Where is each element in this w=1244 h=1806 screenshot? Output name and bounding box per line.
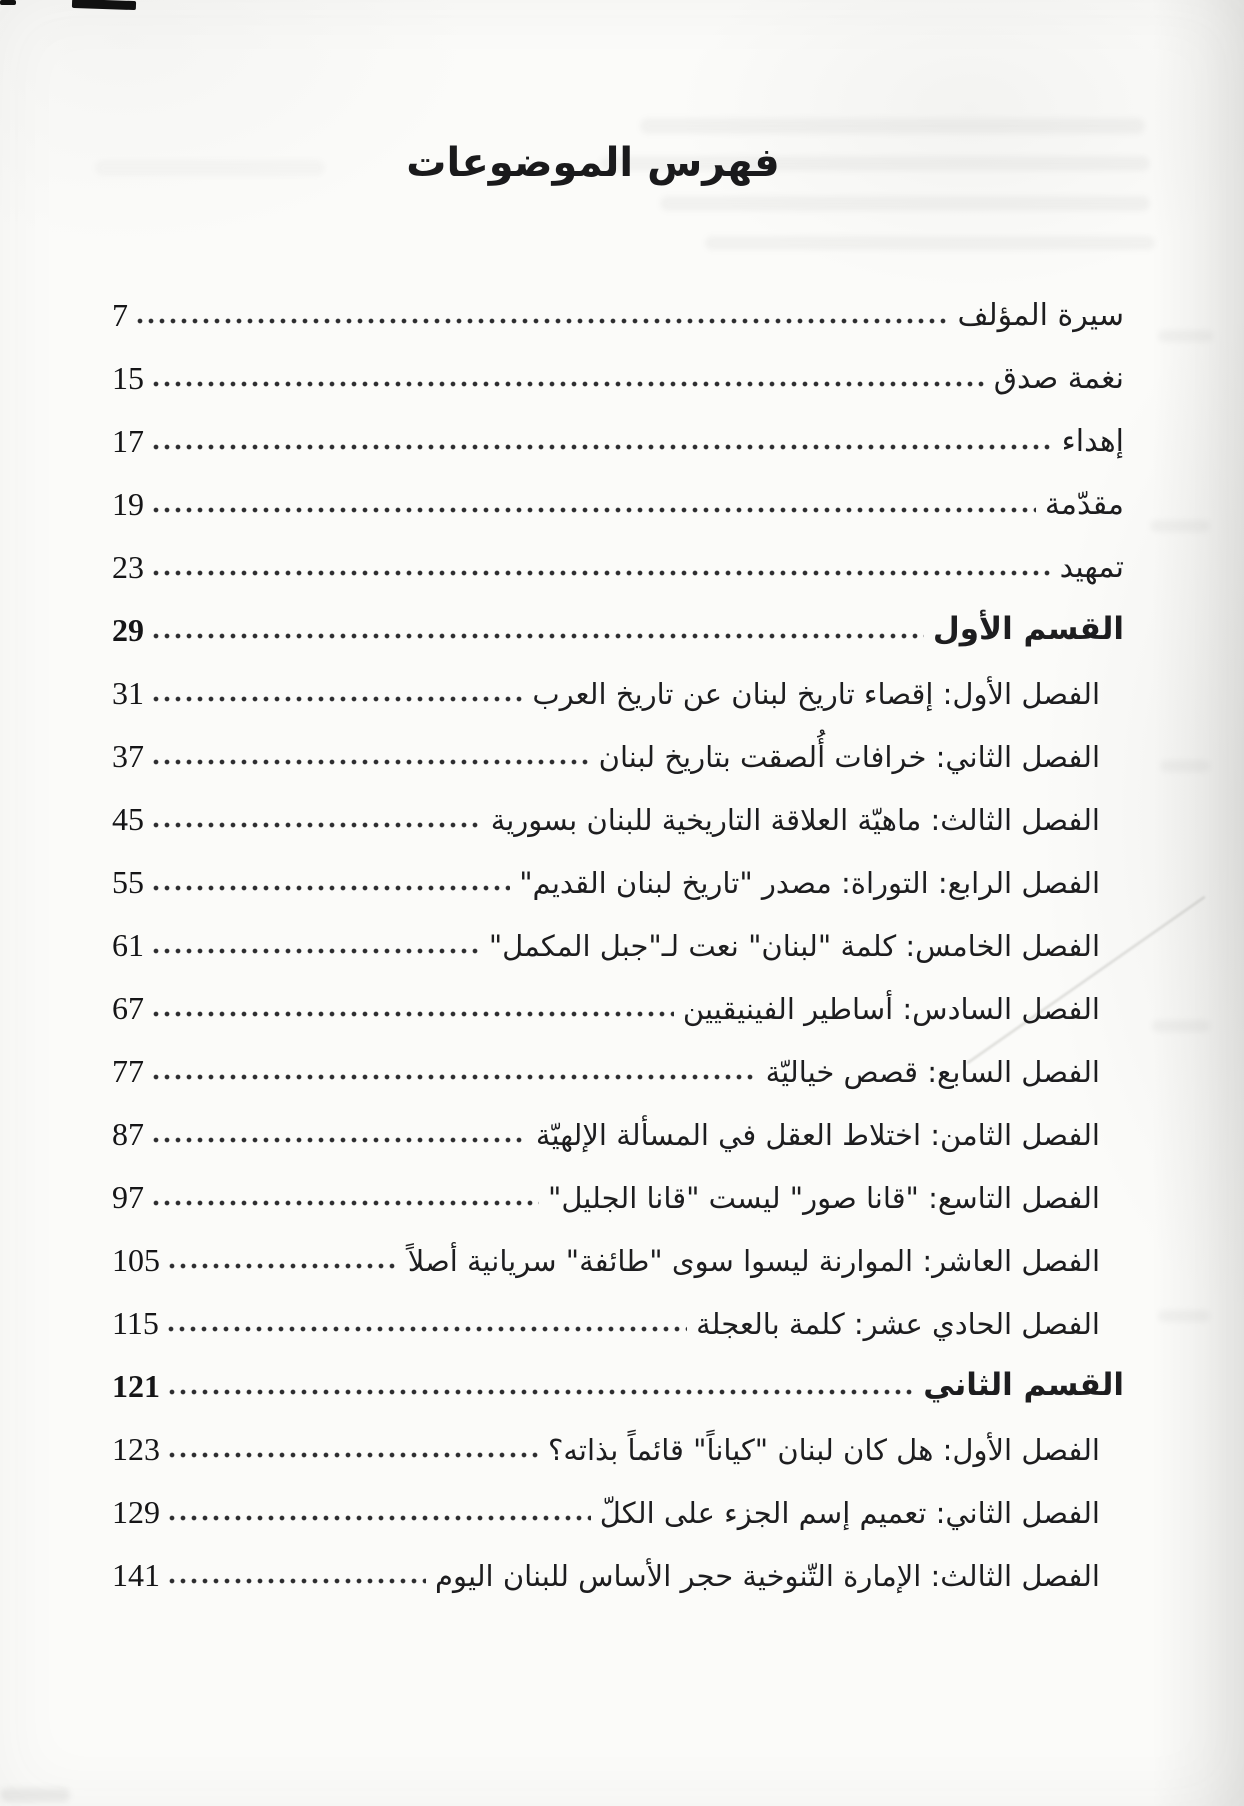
ink-mark-artifact bbox=[72, 0, 136, 10]
toc-entry-label: الفصل الثالث: الإمارة التّنوخية حجر الأساس للبنان اليوم bbox=[435, 1558, 1100, 1593]
toc-entry bbox=[112, 1026, 1124, 1089]
toc-entry bbox=[112, 1215, 1124, 1278]
toc-entry bbox=[112, 1404, 1124, 1467]
toc-entry-label: الفصل التاسع: "قانا صور" ليست "قانا الجليل" bbox=[547, 1180, 1100, 1215]
toc-page-number: 115 bbox=[112, 1304, 159, 1341]
toc-entry bbox=[112, 522, 1124, 585]
dot-leader bbox=[151, 379, 985, 389]
toc-page-number: 105 bbox=[112, 1241, 160, 1278]
dot-leader bbox=[167, 1576, 426, 1586]
toc-entry-label: مقدّمة bbox=[1044, 486, 1124, 522]
toc-page-number: 121 bbox=[112, 1367, 160, 1404]
toc-entry bbox=[112, 963, 1124, 1026]
dot-leader bbox=[167, 1387, 914, 1397]
toc-entry bbox=[112, 1278, 1124, 1341]
toc-entry-label: القسم الأول bbox=[932, 611, 1124, 648]
toc-entry bbox=[112, 900, 1124, 963]
toc-entry-label: الفصل الثامن: اختلاط العقل في المسألة الإلهيّة bbox=[535, 1117, 1100, 1152]
dot-leader bbox=[167, 1450, 539, 1460]
toc-entry bbox=[112, 1467, 1124, 1530]
toc-page-number: 87 bbox=[112, 1115, 144, 1152]
dot-leader bbox=[151, 1198, 539, 1208]
bleedthrough-artifact bbox=[1158, 1310, 1210, 1322]
dot-leader bbox=[167, 1261, 399, 1271]
bleedthrough-artifact bbox=[705, 236, 1155, 250]
toc-entry-label: الفصل الثاني: خرافات أُلصقت بتاريخ لبنان bbox=[598, 739, 1100, 774]
toc-entry-label: تمهيد bbox=[1059, 549, 1124, 585]
scan-edge-smudge bbox=[0, 1788, 70, 1802]
toc-entry-label: الفصل الحادي عشر: كلمة بالعجلة bbox=[696, 1306, 1100, 1341]
toc-page-number: 55 bbox=[112, 863, 144, 900]
toc-entry-label: الفصل الأول: هل كان لبنان "كياناً" قائماً بذاته؟ bbox=[547, 1432, 1100, 1467]
toc-entry bbox=[112, 333, 1124, 396]
toc-entry-label: نغمة صدق bbox=[993, 360, 1124, 396]
dot-leader bbox=[151, 820, 482, 830]
toc-entry-label: الفصل الثاني: تعميم إسم الجزء على الكلّ bbox=[599, 1495, 1100, 1530]
bleedthrough-artifact bbox=[660, 196, 1150, 211]
toc-entry-label: الفصل الخامس: كلمة "لبنان" نعت لـ"جبل المكمل" bbox=[488, 928, 1100, 963]
toc-entry-label: إهداء bbox=[1061, 423, 1124, 459]
dot-leader bbox=[166, 1324, 687, 1334]
toc-entry bbox=[112, 1530, 1124, 1593]
toc-entry-label: الفصل السابع: قصص خياليّة bbox=[765, 1054, 1100, 1089]
toc-entry-label: سيرة المؤلف bbox=[957, 297, 1124, 333]
toc-entry bbox=[112, 774, 1124, 837]
scan-edge-shadow bbox=[1152, 0, 1244, 1806]
toc-entry bbox=[112, 585, 1124, 648]
page-title: فهرس الموضوعات bbox=[406, 140, 780, 186]
toc-entry-label: القسم الثاني bbox=[923, 1367, 1124, 1404]
dot-leader bbox=[151, 505, 1036, 515]
dot-leader bbox=[151, 757, 590, 767]
bleedthrough-artifact bbox=[1158, 330, 1213, 342]
toc-entry bbox=[112, 1089, 1124, 1152]
toc-page-number: 17 bbox=[112, 422, 144, 459]
dot-leader bbox=[151, 883, 510, 893]
toc-page-number: 7 bbox=[112, 296, 128, 333]
toc-page-number: 129 bbox=[112, 1493, 160, 1530]
ink-mark-artifact bbox=[0, 0, 16, 5]
toc-entry bbox=[112, 1152, 1124, 1215]
toc-page-number: 77 bbox=[112, 1052, 144, 1089]
toc-page-number: 123 bbox=[112, 1430, 160, 1467]
dot-leader bbox=[151, 1135, 527, 1145]
toc-entry-label: الفصل الرابع: التوراة: مصدر "تاريخ لبنان القديم" bbox=[519, 865, 1100, 900]
toc-entry bbox=[112, 648, 1124, 711]
toc-page-number: 61 bbox=[112, 926, 144, 963]
toc-page-number: 141 bbox=[112, 1556, 160, 1593]
toc-entry-label: الفصل الثالث: ماهيّة العلاقة التاريخية للبنان بسورية bbox=[490, 802, 1100, 837]
toc-entry bbox=[112, 837, 1124, 900]
toc-entry bbox=[112, 396, 1124, 459]
toc-entry bbox=[112, 1341, 1124, 1404]
bleedthrough-artifact bbox=[640, 118, 1145, 134]
toc-page-number: 31 bbox=[112, 674, 144, 711]
toc-entry bbox=[112, 711, 1124, 774]
toc-page-number: 29 bbox=[112, 611, 144, 648]
toc-page-number: 45 bbox=[112, 800, 144, 837]
bleedthrough-artifact bbox=[1160, 760, 1210, 772]
bleedthrough-artifact bbox=[1152, 1020, 1210, 1032]
dot-leader bbox=[151, 442, 1053, 452]
toc-entry bbox=[112, 459, 1124, 522]
toc-page-number: 15 bbox=[112, 359, 144, 396]
dot-leader bbox=[151, 694, 523, 704]
toc-entry-label: الفصل الأول: إقصاء تاريخ لبنان عن تاريخ العرب bbox=[532, 676, 1100, 711]
dot-leader bbox=[151, 631, 924, 641]
dot-leader bbox=[151, 568, 1051, 578]
toc-page-number: 19 bbox=[112, 485, 144, 522]
dot-leader bbox=[167, 1513, 591, 1523]
toc-page-number: 37 bbox=[112, 737, 144, 774]
dot-leader bbox=[151, 1009, 674, 1019]
bleedthrough-artifact bbox=[1150, 520, 1210, 532]
toc-page-number: 97 bbox=[112, 1178, 144, 1215]
toc-list bbox=[112, 270, 1124, 1593]
dot-leader bbox=[151, 1072, 757, 1082]
dot-leader bbox=[151, 946, 480, 956]
toc-entry-label: الفصل السادس: أساطير الفينيقيين bbox=[682, 991, 1100, 1026]
toc-entry-label: الفصل العاشر: الموارنة ليسوا سوى "طائفة" سريانية أصلاً bbox=[407, 1243, 1100, 1278]
toc-page-number: 67 bbox=[112, 989, 144, 1026]
dot-leader bbox=[135, 316, 948, 326]
toc-entry bbox=[112, 270, 1124, 333]
toc-page-number: 23 bbox=[112, 548, 144, 585]
